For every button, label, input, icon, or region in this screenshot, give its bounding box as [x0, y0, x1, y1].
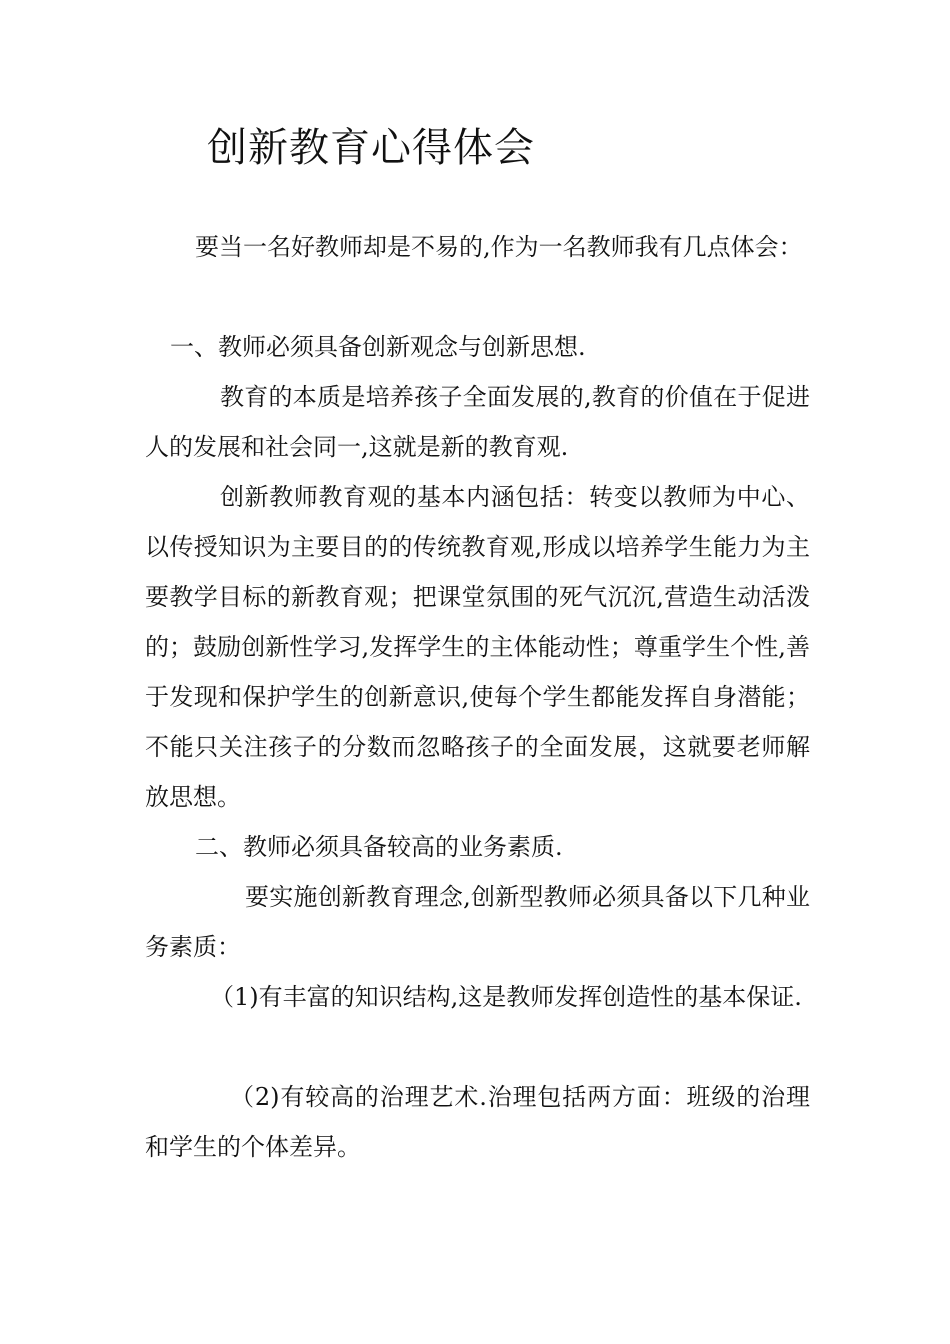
section-heading: 一、教师必须具备创新观念与创新思想.: [170, 333, 586, 361]
list-item-1: [145, 972, 810, 1022]
list-item: （1)有丰富的知识结构,这是教师发挥创造性的基本保证.: [210, 983, 802, 1011]
paragraph: 教育的本质是培养孩子全面发展的,教育的价值在于促进人的发展和社会同一,这就是新的教育观.: [145, 383, 810, 461]
section-heading: 二、教师必须具备较高的业务素质.: [195, 833, 563, 861]
paragraph-qualities: [145, 872, 810, 972]
list-item-2: [145, 1072, 810, 1172]
section-heading-1: [145, 322, 810, 372]
paragraph: 要实施创新教育理念,创新型教师必须具备以下几种业务素质：: [145, 883, 810, 961]
paragraph-intro: [145, 222, 810, 272]
list-item: （2)有较高的治理艺术.治理包括两方面：班级的治理和学生的个体差异。: [145, 1083, 810, 1161]
paragraph: 要当一名好教师却是不易的,作为一名教师我有几点体会：: [195, 233, 803, 261]
paragraph: 创新教师教育观的基本内涵包括：转变以教师为中心、以传授知识为主要目的的传统教育观,形成以培养学生能力为主要教学目标的新教育观；把课堂氛围的死气沉沉,营造生动活泼的；鼓励创新性学习,发挥学生的主体能动性；尊重学生个性,善于发现和保护学生的创新意识,使每个学生都能发挥自身潜能；不能只关注孩子的分数而忽略孩子的全面发展，这就要老师解放思想。: [145, 483, 810, 811]
section-heading-2: [145, 822, 810, 872]
document-title: 创新教育心得体会: [207, 125, 535, 171]
paragraph-connotation: [145, 472, 810, 822]
paragraph-essence: [145, 372, 810, 472]
